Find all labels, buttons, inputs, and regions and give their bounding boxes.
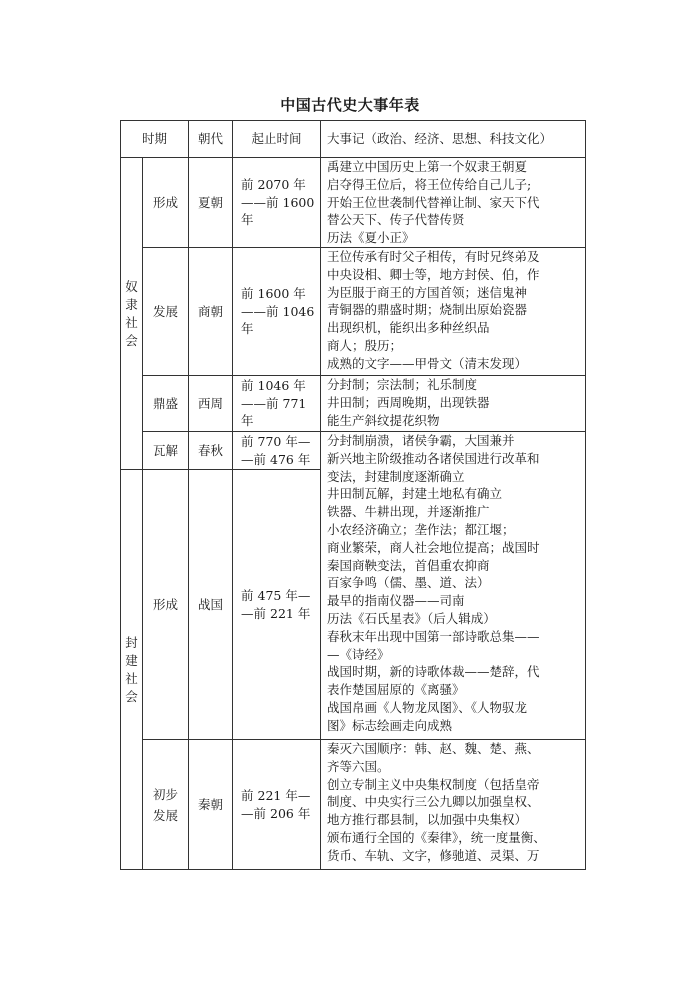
header-period: 时期 <box>121 121 189 158</box>
event-line: 井田制；西周晚期，出现铁器 <box>327 394 490 410</box>
event-line: 替公天下、传子代替传贤 <box>327 212 465 228</box>
table-row <box>121 432 586 470</box>
stage-cell: 形成 <box>143 158 189 248</box>
event-line: 秦灭六国顺序：韩、赵、魏、楚、燕、 <box>327 741 540 756</box>
table-row <box>121 376 586 432</box>
event-line: 启夺得王位后，将王位传给自己儿子; <box>327 176 532 192</box>
header-events: 大事记（政治、经济、思想、科技文化） <box>321 121 586 158</box>
event-line: —《诗经》 <box>327 646 390 662</box>
event-line: 分封制；宗法制；礼乐制度 <box>327 377 478 392</box>
event-line: 历法《石氏星表》（后人辑成） <box>327 610 496 626</box>
dynasty-cell: 春秋 <box>189 432 233 470</box>
period-cell: 前 221 年— —前 206 年 <box>233 740 321 870</box>
event-line: 成熟的文字——甲骨文（清末发现） <box>327 355 528 371</box>
period-cell: 前 1600 年 ——前 1046 年 <box>233 248 321 376</box>
events-cell <box>321 158 586 248</box>
stage-cell: 形成 <box>143 470 189 740</box>
event-line: 百家争鸣（儒、墨、道、法） <box>327 575 490 591</box>
event-line: 秦国商鞅变法，首倡重农抑商 <box>327 557 490 573</box>
event-line: 表作楚国屈原的《离骚》 <box>327 682 465 698</box>
dynasty-cell: 商朝 <box>189 248 233 376</box>
period-cell: 前 2070 年 ——前 1600 年 <box>233 158 321 248</box>
table-header-row <box>121 121 586 158</box>
period-cell: 前 475 年— —前 221 年 <box>233 470 321 740</box>
page-title: 中国古代史大事年表 <box>280 96 420 114</box>
event-line: 图》标志绘画走向成熟 <box>327 717 453 733</box>
event-line: 商业繁荣，商人社会地位提高；战国时 <box>327 539 540 555</box>
event-line: 禹建立中国历史上第一个奴隶王朝夏 <box>327 159 528 174</box>
event-line: 创立专制主义中央集权制度（包括皇帝 <box>327 776 540 792</box>
table-row <box>121 158 586 248</box>
period-cell: 前 1046 年 ——前 771 年 <box>233 376 321 432</box>
event-line: 颁布通行全国的《秦律》，统一度量衡、 <box>327 829 546 845</box>
dynasty-cell: 西周 <box>189 376 233 432</box>
event-line: 最早的指南仪器——司南 <box>327 593 465 609</box>
event-line: 开始王位世袭制代替禅让制、家天下代 <box>327 194 540 210</box>
event-line: 王位传承有时父子相传，有时兄终弟及 <box>327 249 540 264</box>
event-line: 历法《夏小正》 <box>327 230 415 246</box>
event-line: 商人；殷历； <box>327 337 403 353</box>
table-row <box>121 248 586 376</box>
header-dynasty: 朝代 <box>189 121 233 158</box>
era-slave-society: 奴隶社会 <box>121 158 143 470</box>
period-cell: 前 770 年— —前 476 年 <box>233 432 321 470</box>
event-line: 井田制瓦解，封建土地私有确立 <box>327 486 503 502</box>
event-line: 变法，封建制度逐渐确立 <box>327 468 465 484</box>
events-cell <box>321 432 586 740</box>
stage-cell: 初步 发展 <box>143 740 189 870</box>
event-line: 地方推行郡县制，以加强中央集权） <box>327 812 528 828</box>
dynasty-cell: 夏朝 <box>189 158 233 248</box>
stage-cell: 发展 <box>143 248 189 376</box>
table-row <box>121 740 586 870</box>
chronology-table <box>120 120 586 870</box>
event-line: 为臣服于商王的方国首领；迷信鬼神 <box>327 284 528 300</box>
event-line: 战国帛画《人物龙凤图》、《人物驭龙 <box>327 699 528 715</box>
event-line: 春秋末年出现中国第一部诗歌总集—— <box>327 628 540 644</box>
event-line: 中央设相、卿士等，地方封侯、伯，作 <box>327 266 540 282</box>
stage-cell: 瓦解 <box>143 432 189 470</box>
stage-cell: 鼎盛 <box>143 376 189 432</box>
event-line: 铁器、牛耕出现，并逐渐推广 <box>327 504 490 520</box>
header-dates: 起止时间 <box>233 121 321 158</box>
era-feudal-society: 封建社会 <box>121 470 143 870</box>
event-line: 出现织机，能织出多种丝织品 <box>327 320 490 336</box>
event-line: 制度、中央实行三公九卿以加强皇权、 <box>327 794 540 810</box>
events-cell <box>321 248 586 376</box>
event-line: 新兴地主阶级推动各诸侯国进行改革和 <box>327 450 540 466</box>
event-line: 货币、车轨、文字，修驰道、灵渠、万 <box>327 847 540 863</box>
events-cell <box>321 376 586 432</box>
event-line: 齐等六国。 <box>327 758 390 774</box>
events-cell <box>321 740 586 870</box>
event-line: 战国时期，新的诗歌体裁——楚辞，代 <box>327 664 540 680</box>
dynasty-cell: 战国 <box>189 470 233 740</box>
event-line: 能生产斜纹提花织物 <box>327 412 440 428</box>
event-line: 小农经济确立；垄作法；都江堰； <box>327 521 515 537</box>
event-line: 青铜器的鼎盛时期；烧制出原始瓷器 <box>327 302 528 318</box>
event-line: 分封制崩溃，诸侯争霸，大国兼并 <box>327 433 515 448</box>
dynasty-cell: 秦朝 <box>189 740 233 870</box>
